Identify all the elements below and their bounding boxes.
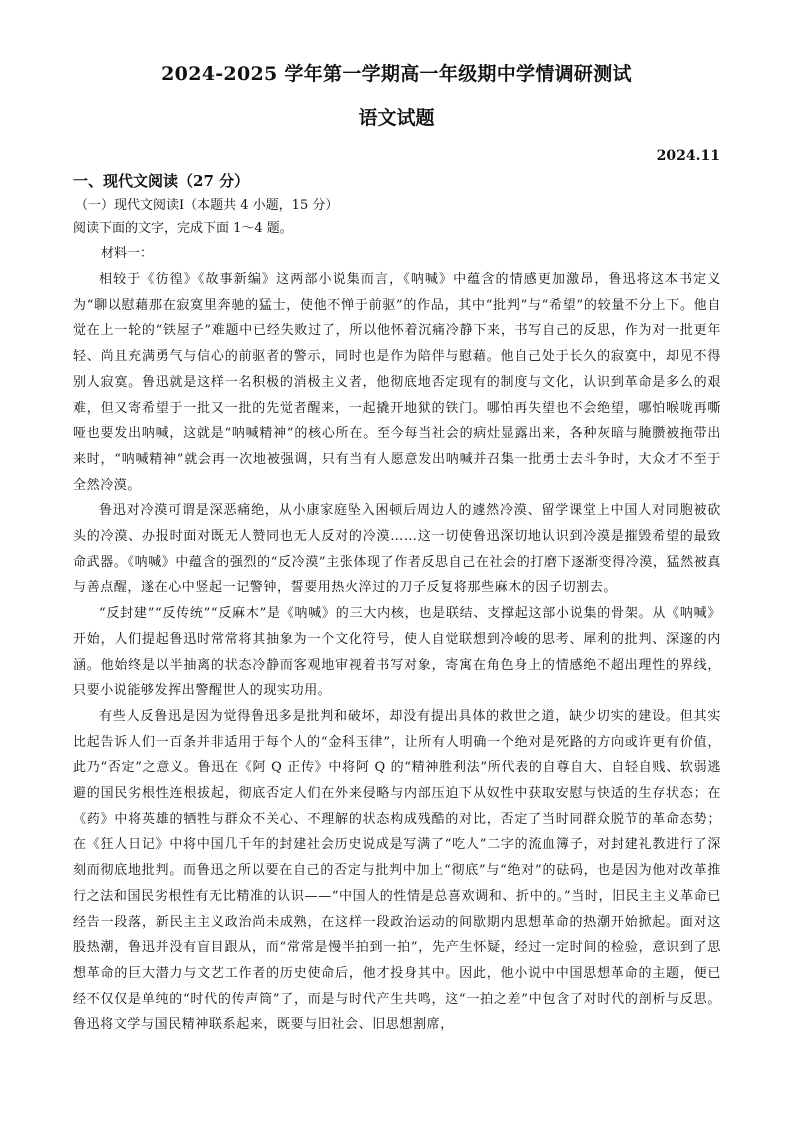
reading-passage [73, 267, 721, 1038]
part-heading: （一）现代文阅读Ⅰ（本题共 4 小题，15 分） [75, 198, 339, 213]
reading-instruction: 阅读下面的文字，完成下面 1～4 题。 [73, 221, 293, 236]
exam-date: 2024.11 [656, 148, 720, 164]
material-label: 材料一： [101, 246, 154, 261]
passage-paragraph-1: 相较于《彷徨》《故事新编》这两部小说集而言，《呐喊》中蕴含的情感更加激昂，鲁迅将这本书定义为“聊以慰藉那在寂寞里奔驰的猛士，使他不惮于前驱”的作品，其中“批判”与“希望”的较量不分上下。他自觉在上一轮的“铁屋子”难题中已经失败过了，所以他怀着沉痛冷静下来，书写自己的反思，作为对一批更年轻、尚且充满勇气与信心的前驱者的警示，同时也是作为陪伴与慰藉。他自己处于长久的寂寞中，却见不得别人寂寞。鲁迅就是这样一名积极的消极主义者，他彻底地否定现有的制度与文化，认识到革命是多么的艰难，但又寄希望于一批又一批的先觉者醒来，一起撬开地狱的铁门。哪怕再失望也不会绝望，哪怕喉咙再嘶哑也要发出呐喊，这就是“呐喊精神”的核心所在。至今每当社会的病灶显露出来，各种灰暗与腌臜被拖带出来时，“呐喊精神”就会再一次地被强调，只有当有人愿意发出呐喊并召集一批勇士去斗争时，大众才不至于全然冷漠。 [73, 272, 721, 493]
passage-paragraph-3: “反封建”“反传统”“反麻木”是《呐喊》的三大内核，也是联结、支撑起这部小说集的骨架。从《呐喊》开始，人们提起鲁迅时常常将其抽象为一个文化符号，使人自觉联想到冷峻的思考、犀利的批判、深邃的内涵。他始终是以半抽离的状态冷静而客观地审视着书写对象，寄寓在角色身上的情感绝不超出理性的界线，只要小说能够发挥出警醒世人的现实功用。 [73, 606, 721, 699]
passage-paragraph-4: 有些人反鲁迅是因为觉得鲁迅多是批判和破坏，却没有提出具体的救世之道，缺少切实的建设。但其实比起告诉人们一百条并非适用于每个人的“金科玉律”，让所有人明确一个绝对是死路的方向或许更有价值，此乃“否定”之意义。鲁迅在《阿 Q 正传》中将阿 Q 的“精神胜利法”所代表的自尊自大、自轻自贱、软弱逃避的国民劣根性连根拔起，彻底否定人们在外来侵略与内部压迫下从奴性中获取安慰与快适的生存状态；在《药》中将英雄的牺牲与群众不关心、不理解的状态构成残酷的对比，否定了当时同群众脱节的革命态势；在《狂人日记》中将中国几千年的封建社会历史说成是写满了“吃人”二字的流血簿子，对封建礼教进行了深刻而彻底地批判。而鲁迅之所以要在自己的否定与批判中加上“彻底”与“绝对”的砝码，也是因为他对改革推行之法和国民劣根性有无比精准的认识——“中国人的性情是总喜欢调和、折中的。”当时，旧民主主义革命已经告一段落，新民主主义政治尚未成熟，在这样一段政治运动的间歇期内思想革命的热潮开始掀起。面对这股热潮，鲁迅并没有盲目跟从，而“常常是慢半拍到一拍”，先产生怀疑，经过一定时间的检验，意识到了思想革命的巨大潜力与文艺工作者的历史使命后，他才投身其中。因此，他小说中中国思想革命的主题，便已经不仅仅是单纯的“时代的传声筒”了，而是与时代产生共鸣，这“一拍之差”中包含了对时代的剖析与反思。鲁迅将文学与国民精神联系起来，既要与旧社会、旧思想割席， [73, 708, 721, 1033]
exam-title: 2024-2025 学年第一学期高一年级期中学情调研测试 [161, 63, 632, 85]
section-heading: 一、现代文阅读（27 分） [73, 172, 250, 190]
passage-paragraph-2: 鲁迅对冷漠可谓是深恶痛绝，从小康家庭坠入困顿后周边人的遽然冷漠、留学课堂上中国人对同胞被砍头的冷漠、办报时面对既无人赞同也无人反对的冷漠……这一切使鲁迅深切地认识到冷漠是摧毁希望的最致命武器。《呐喊》中蕴含的强烈的“反冷漠”主张体现了作者反思自己在社会的打磨下逐渐变得冷漠，猛然被真与善点醒，遂在心中竖起一记警钟，誓要用热火淬过的刀子反复将那些麻木的因子切割去。 [73, 503, 721, 596]
subject-title: 语文试题 [358, 107, 435, 129]
